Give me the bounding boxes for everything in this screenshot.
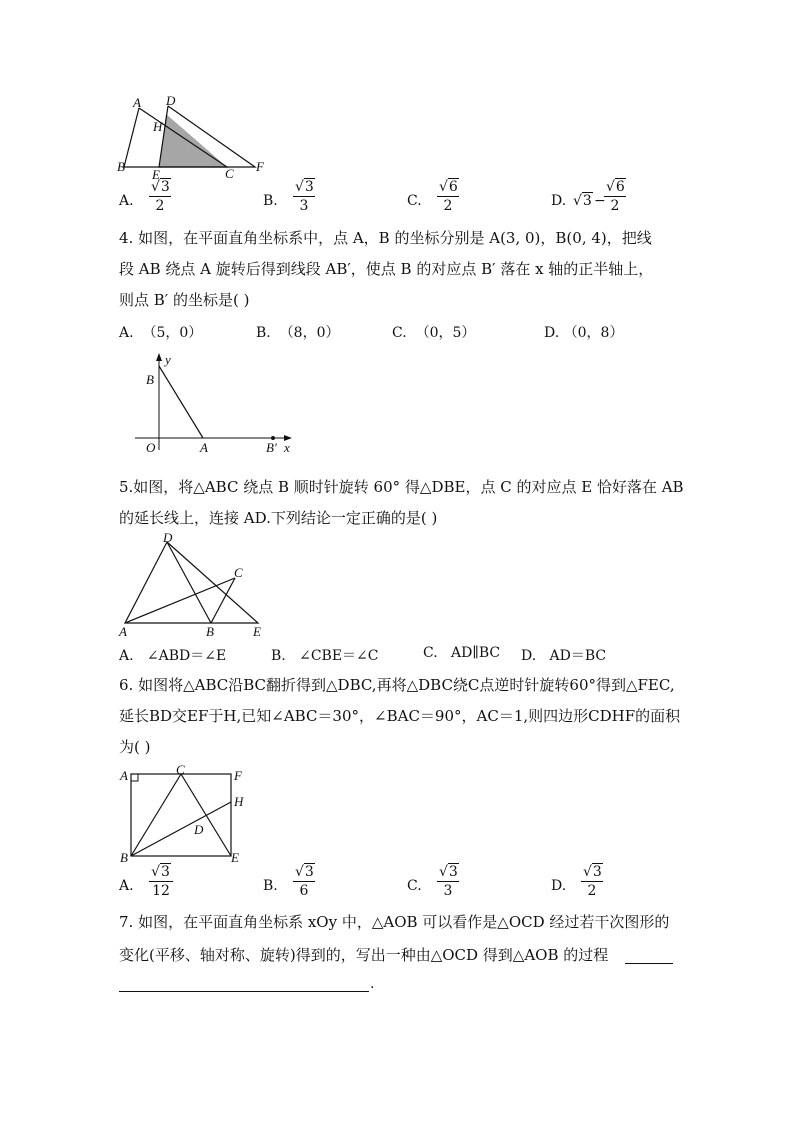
q5-label-d: D — [163, 530, 173, 545]
q4-line-3: 则点 B′ 的坐标是( ) — [119, 291, 250, 309]
q3-label-a: A — [133, 95, 141, 110]
q3-option-c-num: 6 — [448, 179, 458, 195]
q6-option-b-letter[interactable]: B. — [263, 878, 278, 894]
q6-label-f: F — [234, 768, 242, 783]
q4-label-y: y — [165, 352, 171, 367]
q3-option-c-value: $\frac{√6}{2}$ — [439, 179, 458, 214]
q7-line-1: 7. 如图，在平面直角坐标系 xOy 中，△AOB 可以看作是△OCD 经过若干次图形的 — [119, 913, 670, 931]
q6-option-c-value: $\frac{√3}{3}$ — [439, 864, 458, 899]
q5-label-a: A — [119, 624, 127, 639]
q4-label-x: x — [284, 440, 290, 455]
q5-line-1: 5.如图，将△ABC 绕点 B 顺时针旋转 60° 得△DBE，点 C 的对应点 E 恰好落在 AB — [119, 478, 684, 496]
q3-option-b-den: 3 — [299, 198, 309, 214]
q3-figure — [115, 94, 275, 184]
q3-option-c-den: 2 — [443, 198, 453, 214]
q6-segment-bc — [131, 774, 181, 856]
q6-label-c: C — [176, 762, 185, 777]
q4-line-1: 4. 如图，在平面直角坐标系中，点 A，B 的坐标分别是 A(3, 0)，B(0, 4)，把线 — [119, 229, 652, 247]
q3-label-d: D — [166, 93, 176, 108]
q5-segment-ac — [125, 578, 235, 623]
q3-label-c: C — [225, 166, 234, 181]
q6-label-e: E — [231, 850, 239, 865]
q6-right-angle-icon — [131, 774, 138, 781]
q5-option-a[interactable]: A. ∠ABD＝∠E — [119, 648, 227, 664]
q3-option-d-den: 2 — [610, 198, 620, 214]
q6-option-d-letter[interactable]: D. — [551, 878, 567, 894]
q6-figure — [115, 762, 255, 870]
q3-option-d-lead: √3 — [573, 193, 592, 209]
q5-label-b: B — [206, 624, 214, 639]
q6-segment-bh — [131, 802, 231, 856]
q6-option-d-value: $\frac{√3}{2}$ — [583, 864, 602, 899]
q7-answer-blank-1[interactable] — [625, 963, 673, 964]
q3-option-a-den: 2 — [155, 198, 165, 214]
q5-label-e: E — [253, 624, 261, 639]
q4-option-c[interactable]: C. （0，5） — [392, 325, 476, 341]
q3-label-f: F — [256, 159, 264, 174]
q6-line-2: 延长BD交EF于H,已知∠ABC＝30°，∠BAC＝90°，AC＝1,则四边形CDHF的面积 — [119, 707, 681, 725]
q3-option-d-minus: − — [594, 193, 606, 209]
q6-option-b-value: $\frac{√3}{6}$ — [295, 864, 314, 899]
q3-option-d-value: $\frac{√6}{2}$ — [606, 179, 625, 214]
q6-label-h: H — [234, 794, 244, 809]
q6-label-a: A — [120, 768, 128, 783]
q3-option-d-num: 6 — [615, 179, 625, 195]
q3-option-a-letter[interactable]: A. — [119, 193, 134, 209]
q5-option-c[interactable]: C. AD∥BC — [423, 645, 501, 661]
q4-label-b: B — [146, 372, 154, 387]
q4-option-b[interactable]: B. （8，0） — [256, 325, 340, 341]
q4-segment-ab — [159, 366, 203, 438]
q3-option-b-letter[interactable]: B. — [263, 193, 278, 209]
q3-label-e: E — [152, 167, 160, 182]
q4-label-bprime: B′ — [266, 440, 277, 455]
q4-label-a: A — [200, 440, 208, 455]
q4-option-d[interactable]: D. （0，8） — [544, 325, 624, 341]
q4-label-o: O — [146, 440, 156, 455]
q3-option-c-letter[interactable]: C. — [407, 193, 422, 209]
q3-option-a-value: $\frac{√3}{2}$ — [151, 179, 170, 214]
q5-triangle-ade — [125, 542, 258, 623]
q5-option-b[interactable]: B. ∠CBE＝∠C — [271, 648, 379, 664]
q6-line-3: 为( ) — [119, 738, 151, 756]
q5-option-d[interactable]: D. AD＝BC — [521, 648, 607, 664]
q6-option-a-letter[interactable]: A. — [119, 878, 134, 894]
q6-line-1: 6. 如图将△ABC沿BC翻折得到△DBC,再将△DBC绕C点逆时针旋转60°得到△FEC, — [119, 676, 675, 694]
q6-label-b: B — [120, 850, 128, 865]
q7-answer-blank-2[interactable] — [119, 991, 369, 992]
q6-option-c-letter[interactable]: C. — [407, 878, 422, 894]
q6-rectangle — [131, 774, 231, 856]
q4-option-a[interactable]: A. （5，0） — [119, 325, 203, 341]
q3-option-a-num: 3 — [160, 179, 170, 195]
q4-figure — [130, 350, 300, 460]
q5-label-c: C — [234, 565, 243, 580]
q6-option-a-value: $\frac{√3}{12}$ — [149, 863, 173, 900]
q7-end-mark: . — [370, 976, 375, 992]
q4-line-2: 段 AB 绕点 A 旋转后得到线段 AB′，使点 B 的对应点 B′ 落在 x 轴的正半轴上， — [119, 260, 654, 278]
q5-figure — [115, 532, 275, 640]
q3-label-h: H — [153, 119, 163, 134]
q3-option-d-letter[interactable]: D. — [551, 193, 567, 209]
q6-label-d: D — [194, 822, 204, 837]
q3-option-b-num: 3 — [304, 179, 314, 195]
q4-y-arrow-icon — [156, 353, 162, 361]
q5-line-2: 的延长线上，连接 AD.下列结论一定正确的是( ) — [119, 509, 438, 527]
q3-label-b: B — [117, 159, 125, 174]
q3-option-b-value: $\frac{√3}{3}$ — [295, 179, 314, 214]
q5-segment-db — [167, 542, 211, 623]
q7-line-2: 变化(平移、轴对称、旋转)得到的，写出一种由△OCD 得到△AOB 的过程 — [119, 946, 609, 964]
